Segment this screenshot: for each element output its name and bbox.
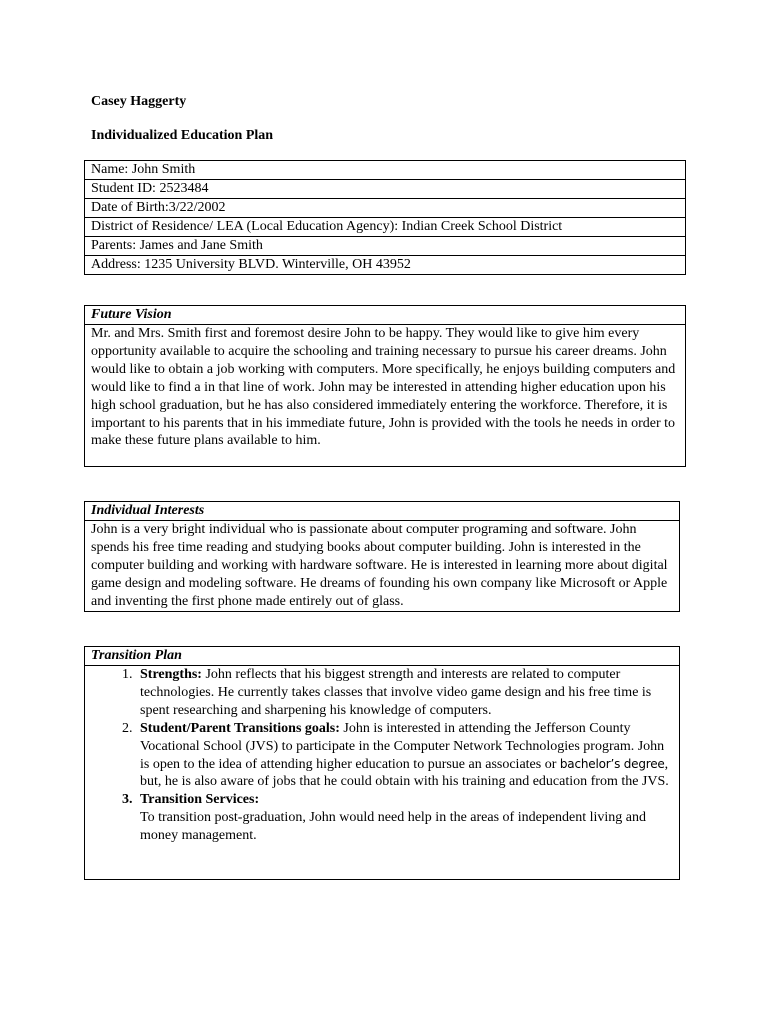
list-item — [136, 666, 671, 720]
transition-goals-text-end: , but, he is also aware of jobs that he could obtain with his training and education from the JVS. — [140, 756, 669, 790]
transition-plan-title: Transition Plan — [85, 647, 679, 666]
document-title: Individualized Education Plan — [91, 128, 274, 143]
individual-interests-title: Individual Interests — [85, 502, 679, 521]
future-vision-title: Future Vision — [85, 306, 685, 325]
student-id-row: Student ID: 2523484 — [85, 180, 685, 199]
transition-goals-degree-text: bachelor’s degree — [559, 756, 665, 771]
district-row: District of Residence/ LEA (Local Education Agency): Indian Creek School District — [85, 218, 685, 237]
strengths-text: John reflects that his biggest strength and interests are related to computer technologies. He currently takes classes that involve video game design and his free time is spent researching and sharpening his knowledge of computers. — [140, 667, 652, 718]
transition-services-text: To transition post-graduation, John would need help in the areas of independent living and money management. — [140, 810, 647, 844]
author-name: Casey Haggerty — [91, 94, 187, 109]
parents-row: Parents: James and Jane Smith — [85, 237, 685, 256]
list-item — [136, 791, 671, 845]
strengths-label: Strengths: — [140, 667, 202, 682]
future-vision-text: Mr. and Mrs. Smith first and foremost desire John to be happy. They would like to give him every opportunity available to acquire the schooling and training necessary to pursue his career dreams. John would like to obtain a job working with computers. More specifically, he enjoys building computers and would like to find a in that line of work. John may be interested in attending higher education upon his high school graduation, but he has also considered immediately entering the workforce. Therefore, it is important to his parents that in his immediate future, John is provided with the tools he needs in order to make these future plans available to him. — [91, 326, 676, 449]
transition-plan-section — [84, 646, 680, 880]
future-vision-section — [84, 305, 686, 467]
address-row: Address: 1235 University BLVD. Winterville, OH 43952 — [91, 257, 411, 272]
student-info-table — [84, 160, 686, 275]
transition-plan-list — [85, 666, 679, 845]
transition-services-label: Transition Services: — [140, 792, 260, 808]
transition-goals-text: John is interested in attending the Jefferson County Vocational School (JVS) to participate in the Computer Network Technologies program. John is open to the idea of attending higher education to pursue an associates or — [140, 720, 665, 772]
date-of-birth-row: Date of Birth:3/22/2002 — [85, 199, 685, 218]
list-item — [136, 720, 671, 792]
student-name-row: Name: John Smith — [85, 161, 685, 180]
individual-interests-text: John is a very bright individual who is passionate about computer programing and software. John spends his free time reading and studying books about computer building. John is interested in the computer building and working with hardware software. He is interested in learning more about digital game design and modeling software. He dreams of founding his own company like Microsoft or Apple and inventing the first phone made entirely out of glass. — [91, 522, 668, 609]
individual-interests-section — [84, 501, 680, 612]
transition-goals-label: Student/Parent Transitions goals: — [140, 720, 340, 736]
